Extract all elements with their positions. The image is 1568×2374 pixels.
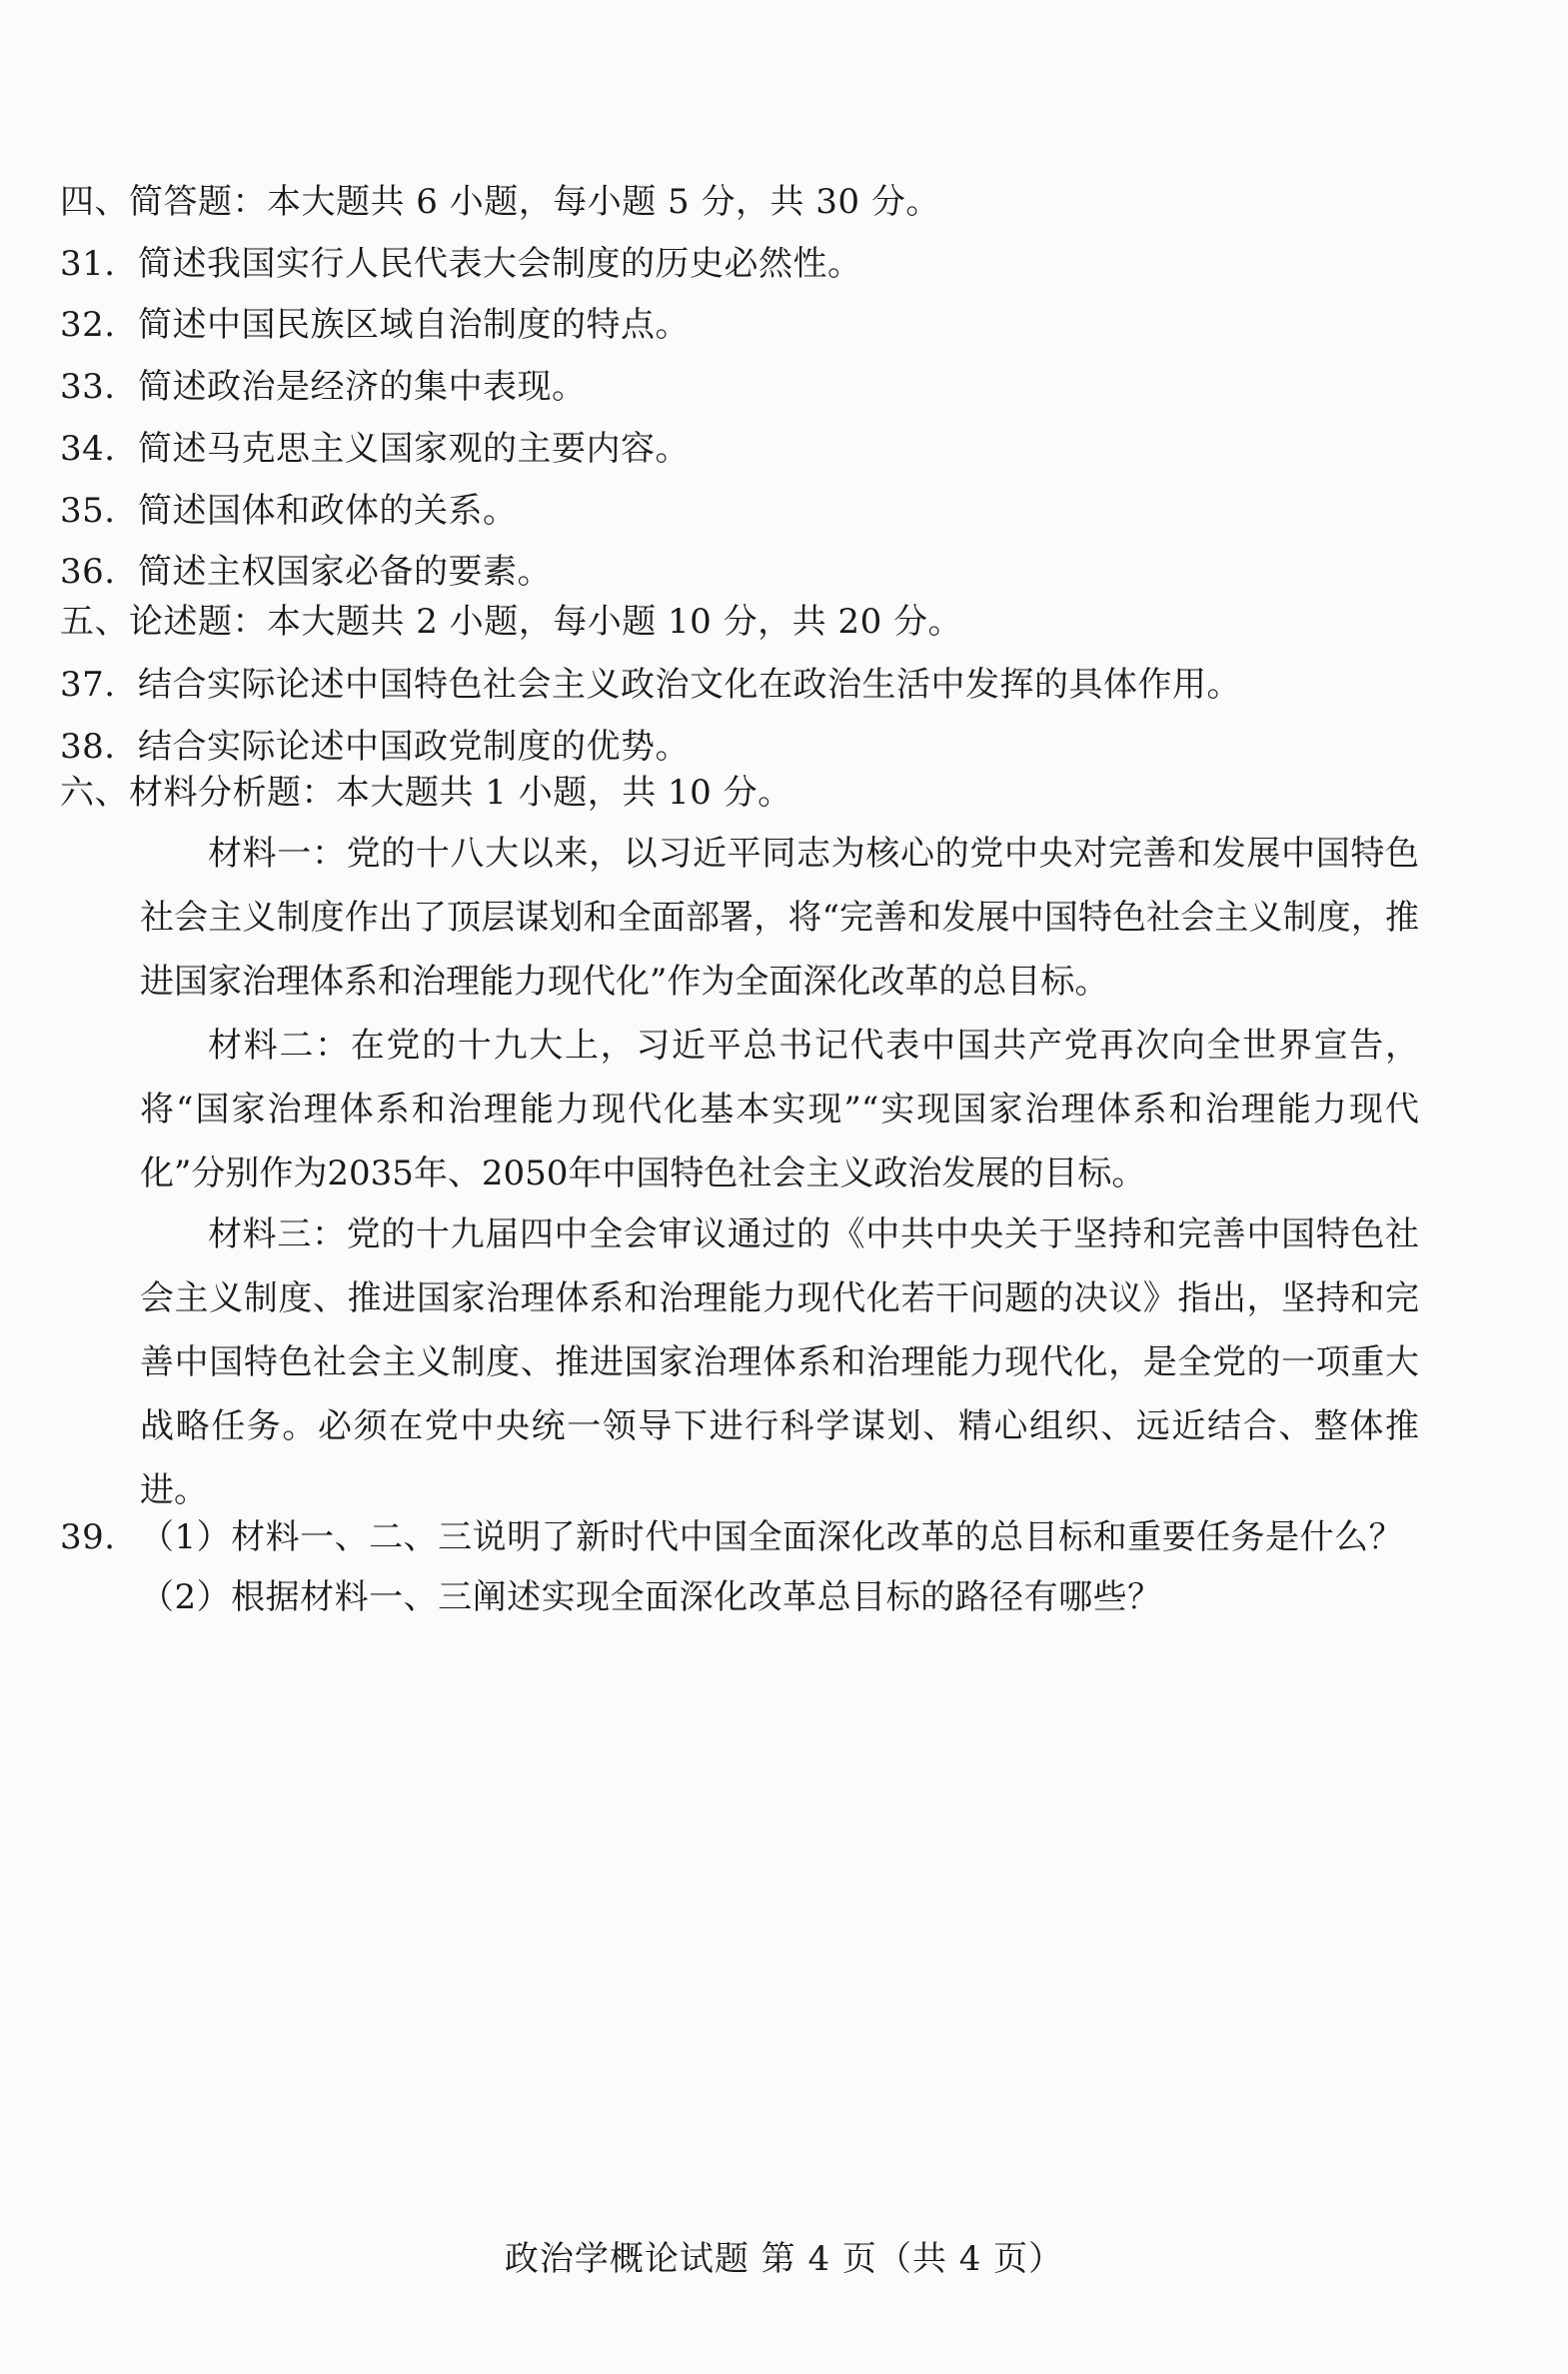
question-text: 简述中国民族区域自治制度的特点。 — [138, 305, 690, 345]
question-35 — [60, 491, 518, 531]
question-34 — [60, 429, 690, 469]
question-number: 38. — [60, 727, 116, 767]
question-text: 简述我国实行人民代表大会制度的历史必然性。 — [138, 244, 862, 284]
question-text: 简述政治是经济的集中表现。 — [138, 367, 587, 407]
question-number: 39. — [60, 1517, 116, 1557]
page-footer: 政治学概论试题 第 4 页（共 4 页） — [504, 2239, 1064, 2279]
question-31 — [60, 244, 862, 284]
question-text: 简述国体和政体的关系。 — [138, 491, 518, 531]
question-39-part-2: （2）根据材料一、三阐述实现全面深化改革总目标的路径有哪些？ — [140, 1577, 1162, 1617]
material-one: 材料一：党的十八大以来，以习近平同志为核心的党中央对完善和发展中国特色社会主义制度作出了顶层谋划和全面部署，将“完善和发展中国特色社会主义制度，推进国家治理体系和治理能力现代化”作为全面深化改革的总目标。 — [140, 834, 1419, 1002]
question-text: 简述马克思主义国家观的主要内容。 — [138, 429, 690, 469]
material-three: 材料三：党的十九届四中全会审议通过的《中共中央关于坚持和完善中国特色社会主义制度、推进国家治理体系和治理能力现代化若干问题的决议》指出，坚持和完善中国特色社会主义制度、推进国家治理体系和治理能力现代化，是全党的一项重大战略任务。必须在党中央统一领导下进行科学谋划、精心组织、远近结合、整体推进。 — [140, 1214, 1419, 1510]
section-heading-material-analysis: 六、材料分析题：本大题共 1 小题，共 10 分。 — [60, 773, 792, 813]
question-text: 结合实际论述中国特色社会主义政治文化在政治生活中发挥的具体作用。 — [138, 665, 1241, 705]
question-number: 36. — [60, 552, 116, 592]
question-33 — [60, 367, 587, 407]
question-number: 37. — [60, 665, 116, 705]
question-number: 33. — [60, 367, 116, 407]
question-37 — [60, 665, 1241, 705]
question-text: （1）材料一、二、三说明了新时代中国全面深化改革的总目标和重要任务是什么？ — [140, 1517, 1404, 1557]
material-two: 材料二：在党的十九大上，习近平总书记代表中国共产党再次向全世界宣告，将“国家治理体系和治理能力现代化基本实现”“实现国家治理体系和治理能力现代化”分别作为2035年、2050年中国特色社会主义政治发展的目标。 — [140, 1026, 1419, 1193]
section-heading-short-answer: 四、简答题：本大题共 6 小题，每小题 5 分，共 30 分。 — [60, 182, 940, 222]
question-38 — [60, 727, 690, 767]
question-32 — [60, 305, 690, 345]
question-text: 简述主权国家必备的要素。 — [138, 552, 552, 592]
section-heading-essay: 五、论述题：本大题共 2 小题，每小题 10 分，共 20 分。 — [60, 602, 963, 642]
question-36 — [60, 552, 552, 592]
question-number: 34. — [60, 429, 116, 469]
question-39-part-1 — [60, 1517, 1403, 1557]
question-number: 35. — [60, 491, 116, 531]
question-text: 结合实际论述中国政党制度的优势。 — [138, 727, 690, 767]
question-number: 32. — [60, 305, 116, 345]
question-number: 31. — [60, 244, 116, 284]
